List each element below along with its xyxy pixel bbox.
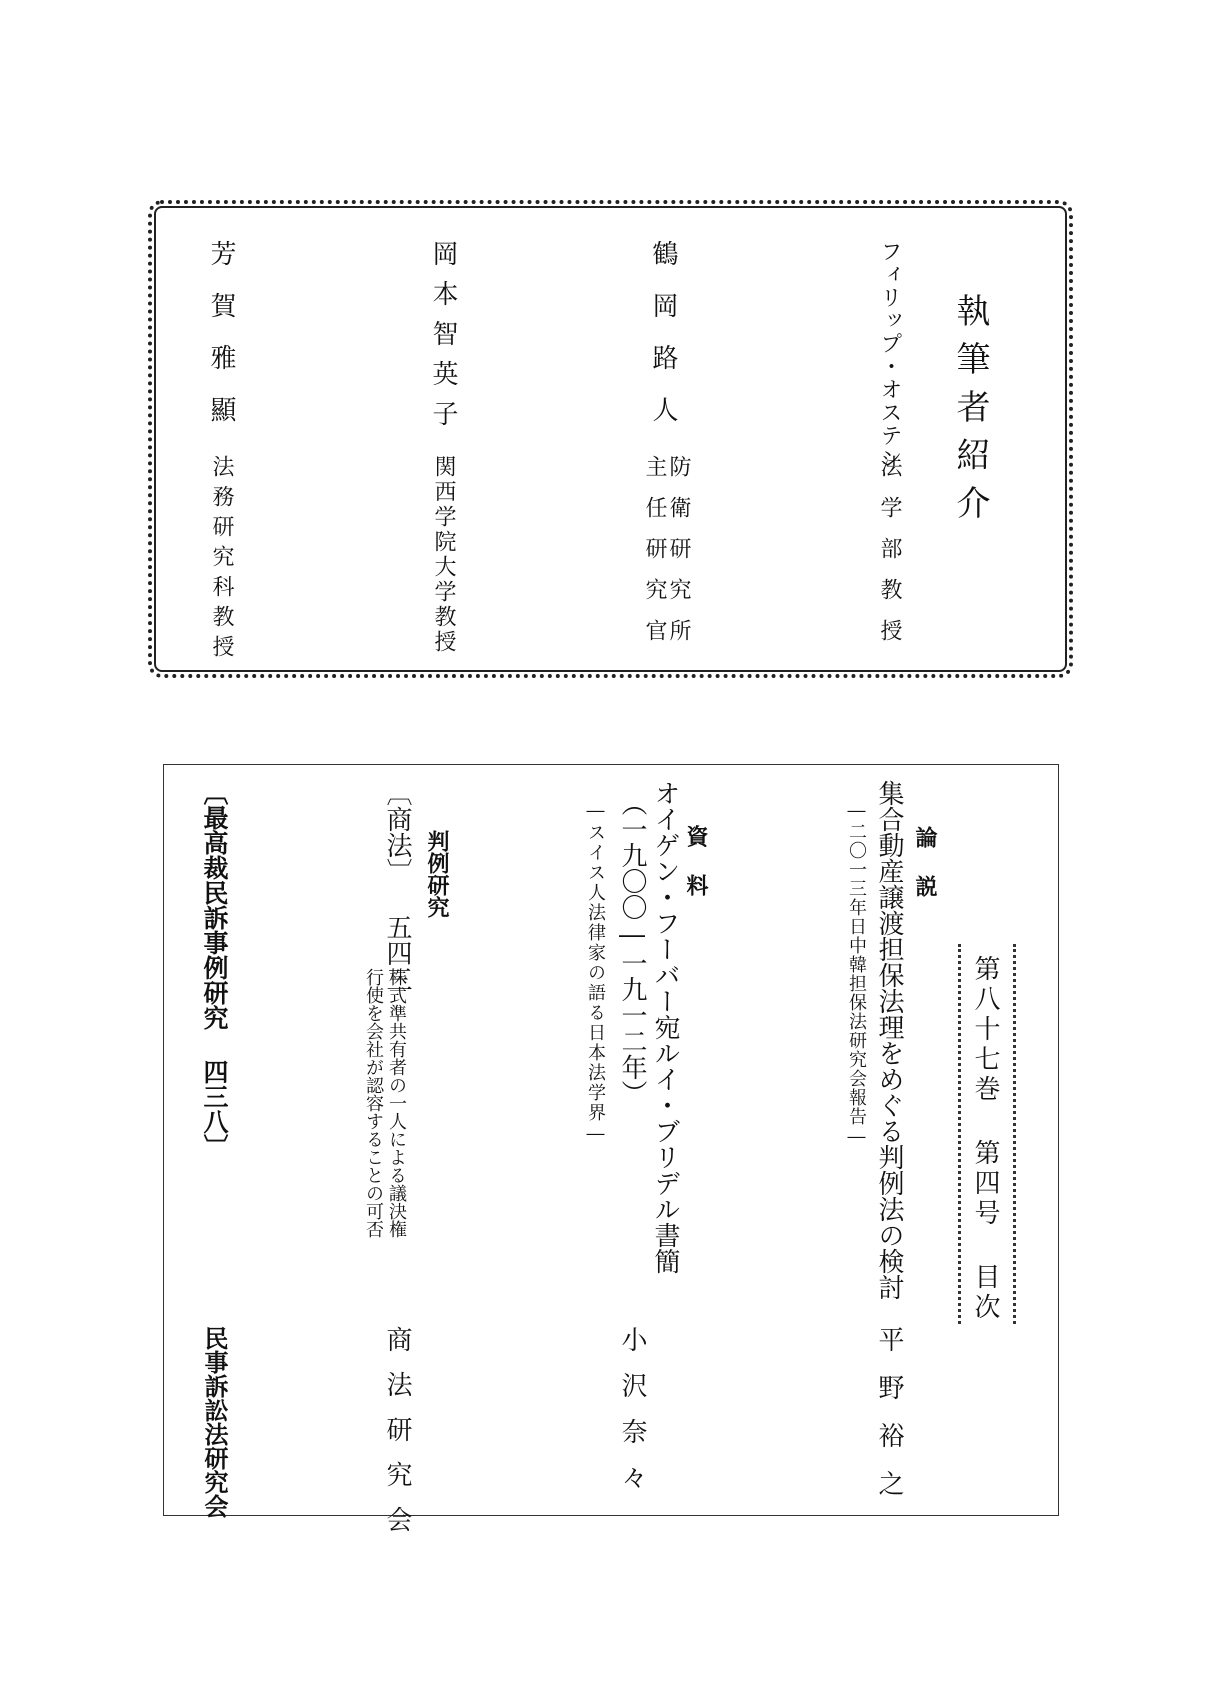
- article-subtitle: ―二〇一三年日中韓担保法研究会報告―: [846, 800, 867, 1148]
- case-description: 行使を会社が認容することの可否: [363, 968, 384, 1238]
- contributor-affiliation: 法務研究科教授: [209, 455, 234, 665]
- contributor-name: 芳賀雅顯: [206, 240, 236, 448]
- case-author: 民事訴訟法研究会: [200, 1326, 228, 1518]
- section-label: 論 説: [912, 826, 937, 898]
- toc-title: 第八十七巻 第四号 目次: [970, 955, 1000, 1323]
- case-description: 株式準共有者の一人による議決権: [386, 968, 407, 1238]
- case-entry: 〔最高裁民訴事例研究 四三八〕: [200, 780, 229, 1159]
- article-author: 平野裕之: [874, 1326, 904, 1518]
- article-title: 集合動産譲渡担保法理をめぐる判例法の検討: [874, 780, 904, 1300]
- article-author: 小沢奈々: [617, 1326, 647, 1510]
- article-title: オイゲン・フーバー宛ルイ・ブリデル書簡: [650, 780, 680, 1274]
- contributor-affiliation: 主任研究官: [642, 455, 667, 660]
- section-label: 判例研究: [424, 830, 449, 918]
- article-subtitle: ―スイス人法律家の語る日本法学界―: [585, 800, 606, 1146]
- contributor-name: 岡本智英子: [428, 240, 458, 440]
- contributor-affiliation: 防衛研究所: [666, 455, 691, 660]
- case-author: 商法研究会: [382, 1326, 412, 1551]
- contributors-box: [148, 200, 1073, 678]
- contributor-affiliation: 関西学院大学教授: [431, 455, 456, 655]
- contributor-name: 鶴岡路人: [648, 240, 678, 448]
- case-entry: 〔商法〕 五四三: [382, 780, 412, 992]
- section-label: 資 料: [683, 825, 708, 897]
- article-title-years: （一九〇〇―一九一二年）: [617, 790, 647, 1106]
- contributor-affiliation: 法学部教授: [877, 455, 902, 660]
- contributor-name: フィリップ・オステン: [877, 240, 902, 470]
- contributors-heading: 執筆者紹介: [950, 293, 990, 533]
